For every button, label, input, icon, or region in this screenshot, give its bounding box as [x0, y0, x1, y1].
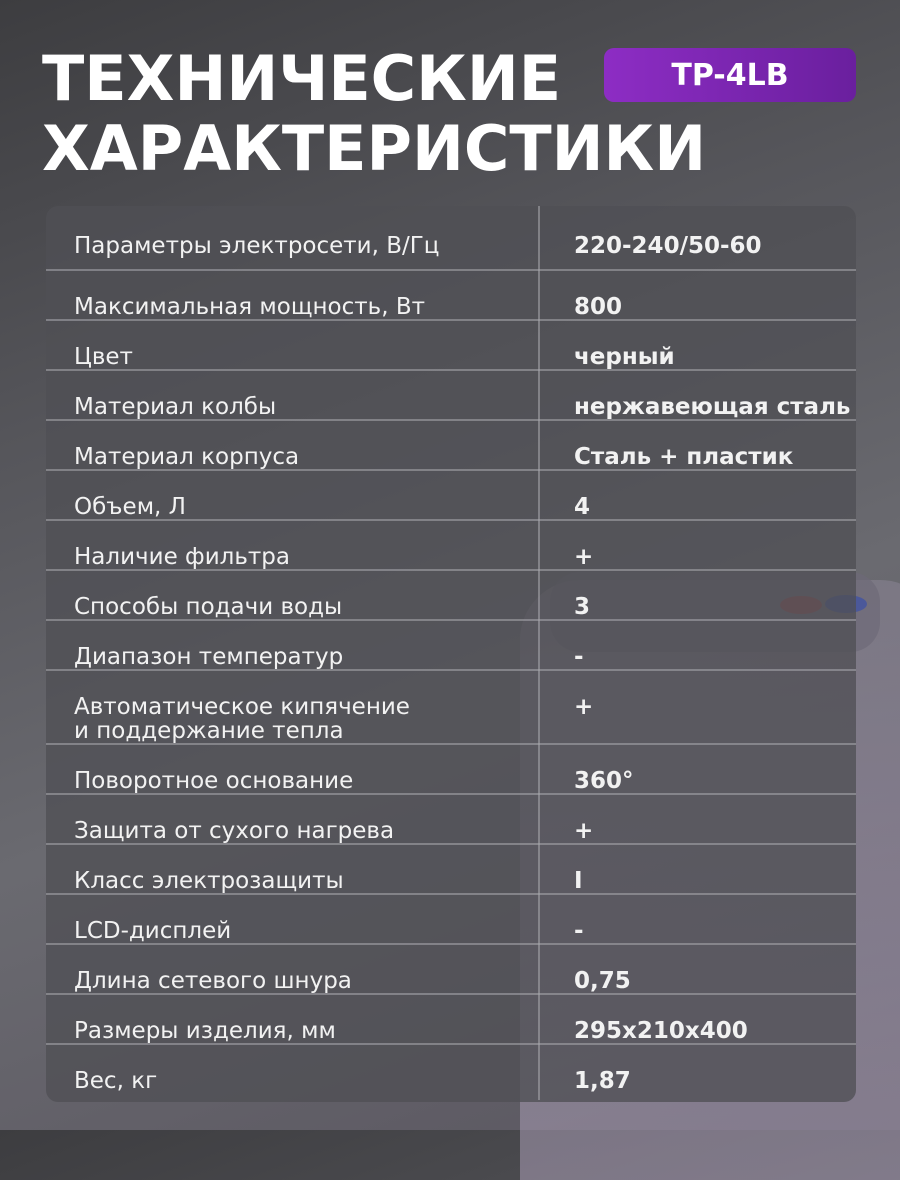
spec-row-dry-protection	[46, 794, 856, 844]
spec-label-line-2: и поддержание тепла	[74, 718, 344, 744]
spec-row-dimensions	[46, 994, 856, 1044]
spec-row-flask-material	[46, 370, 856, 420]
spec-label: Вес, кг	[46, 1044, 539, 1100]
spec-label: Длина сетевого шнура	[46, 944, 539, 994]
spec-row-color	[46, 320, 856, 370]
spec-value: 800	[539, 270, 856, 320]
spec-value: 360°	[539, 744, 856, 794]
spec-label	[46, 670, 539, 744]
spec-row-filter	[46, 520, 856, 570]
spec-row-water-supply	[46, 570, 856, 620]
spec-label: Максимальная мощность, Вт	[46, 270, 539, 320]
spec-row-volume	[46, 470, 856, 520]
spec-row-lcd	[46, 894, 856, 944]
spec-value: +	[539, 670, 856, 744]
spec-value: 295x210x400	[539, 994, 856, 1044]
spec-label: Параметры электросети, В/Гц	[46, 206, 539, 270]
spec-label: Поворотное основание	[46, 744, 539, 794]
spec-value: +	[539, 520, 856, 570]
spec-label: Способы подачи воды	[46, 570, 539, 620]
spec-label: Объем, Л	[46, 470, 539, 520]
spec-row-rotating-base	[46, 744, 856, 794]
model-badge: TP-4LB	[604, 48, 856, 102]
spec-label: Материал корпуса	[46, 420, 539, 470]
spec-label-line-1: Автоматическое кипячение	[74, 694, 410, 720]
spec-row-temp-range	[46, 620, 856, 670]
spec-value: 220-240/50-60	[539, 206, 856, 270]
spec-value: -	[539, 620, 856, 670]
spec-label: Размеры изделия, мм	[46, 994, 539, 1044]
spec-value: 0,75	[539, 944, 856, 994]
spec-value: -	[539, 894, 856, 944]
spec-table-card	[46, 206, 856, 1102]
spec-row-weight	[46, 1044, 856, 1100]
spec-row-protection-class	[46, 844, 856, 894]
spec-row-auto-boil	[46, 670, 856, 744]
spec-row-max-power	[46, 270, 856, 320]
spec-value: черный	[539, 320, 856, 370]
spec-label: Материал колбы	[46, 370, 539, 420]
spec-row-cord-length	[46, 944, 856, 994]
spec-label: Диапазон температур	[46, 620, 539, 670]
spec-row-body-material	[46, 420, 856, 470]
title-line-2: ХАРАКТЕРИСТИКИ	[42, 112, 707, 185]
spec-value: +	[539, 794, 856, 844]
spec-value: Сталь + пластик	[539, 420, 856, 470]
spec-label: Цвет	[46, 320, 539, 370]
spec-label: Защита от сухого нагрева	[46, 794, 539, 844]
spec-label: Класс электрозащиты	[46, 844, 539, 894]
spec-label: LCD-дисплей	[46, 894, 539, 944]
title-line-1: ТЕХНИЧЕСКИЕ	[42, 42, 562, 115]
spec-value: нержавеющая сталь	[539, 370, 856, 420]
spec-value: 1,87	[574, 1068, 631, 1094]
spec-value: 4	[539, 470, 856, 520]
spec-table	[46, 206, 856, 1100]
spec-value: I	[539, 844, 856, 894]
spec-row-power-params	[46, 206, 856, 270]
spec-value: 3	[539, 570, 856, 620]
spec-label: Наличие фильтра	[46, 520, 539, 570]
